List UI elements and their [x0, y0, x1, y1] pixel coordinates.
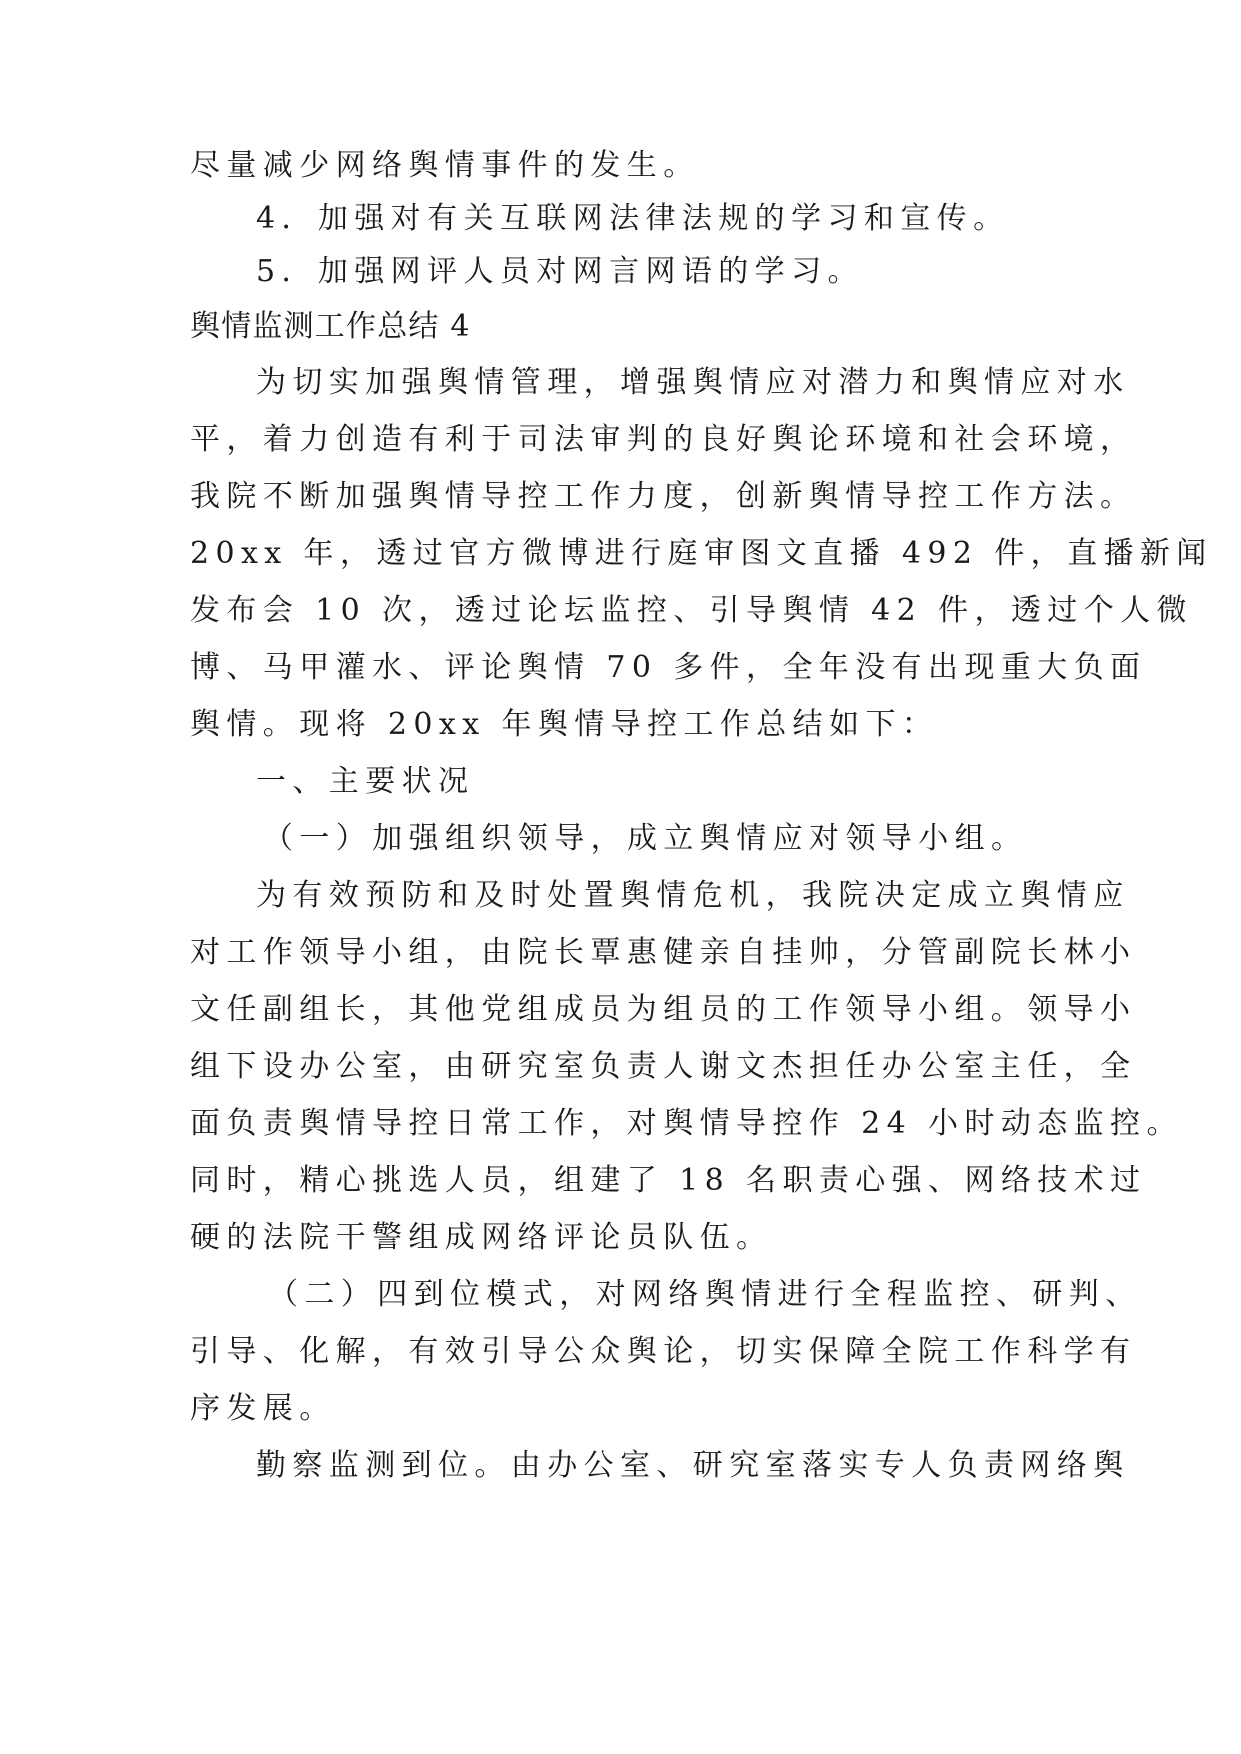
text-line: 平，着力创造有利于司法审判的良好舆论环境和社会环境， — [190, 422, 1137, 457]
text-line: 硬的法院干警组成网络评论员队伍。 — [190, 1220, 773, 1255]
text-line: 序发展。 — [190, 1391, 336, 1426]
subheading: （二）四到位模式，对网络舆情进行全程监控、研判、 — [268, 1277, 1142, 1312]
text-line: 5．加强网评人员对网言网语的学习。 — [256, 254, 864, 289]
text-line: 同时，精心挑选人员，组建了 18 名职责心强、网络技术过 — [190, 1163, 1147, 1198]
section-heading: 舆情监测工作总结 4 — [190, 309, 471, 344]
text-line: 面负责舆情导控日常工作，对舆情导控作 24 小时动态监控。 — [190, 1106, 1183, 1141]
text-line: 4．加强对有关互联网法律法规的学习和宣传。 — [256, 201, 1010, 236]
text-line: 引导、化解，有效引导公众舆论，切实保障全院工作科学有 — [190, 1334, 1137, 1369]
text-line: 组下设办公室，由研究室负责人谢文杰担任办公室主任，全 — [190, 1049, 1137, 1084]
text-line: 舆情。现将 20xx 年舆情导控工作总结如下： — [190, 707, 939, 742]
text-line: 尽量减少网络舆情事件的发生。 — [190, 148, 700, 183]
text-line: 为切实加强舆情管理，增强舆情应对潜力和舆情应对水 — [256, 365, 1130, 400]
text-line: 勤察监测到位。由办公室、研究室落实专人负责网络舆 — [256, 1448, 1130, 1483]
text-line: 20xx 年，透过官方微博进行庭审图文直播 492 件，直播新闻 — [190, 536, 1213, 571]
text-line: 我院不断加强舆情导控工作力度，创新舆情导控工作方法。 — [190, 479, 1137, 514]
text-line: 文任副组长，其他党组成员为组员的工作领导小组。领导小 — [190, 992, 1137, 1027]
text-line: 博、马甲灌水、评论舆情 70 多件，全年没有出现重大负面 — [190, 650, 1147, 685]
subheading: 一、主要状况 — [256, 764, 475, 799]
text-line: 对工作领导小组，由院长覃惠健亲自挂帅，分管副院长林小 — [190, 935, 1137, 970]
text-line: 为有效预防和及时处置舆情危机，我院决定成立舆情应 — [256, 878, 1130, 913]
text-line: 发布会 10 次，透过论坛监控、引导舆情 42 件，透过个人微 — [190, 593, 1193, 628]
subheading: （一）加强组织领导，成立舆情应对领导小组。 — [263, 821, 1028, 856]
